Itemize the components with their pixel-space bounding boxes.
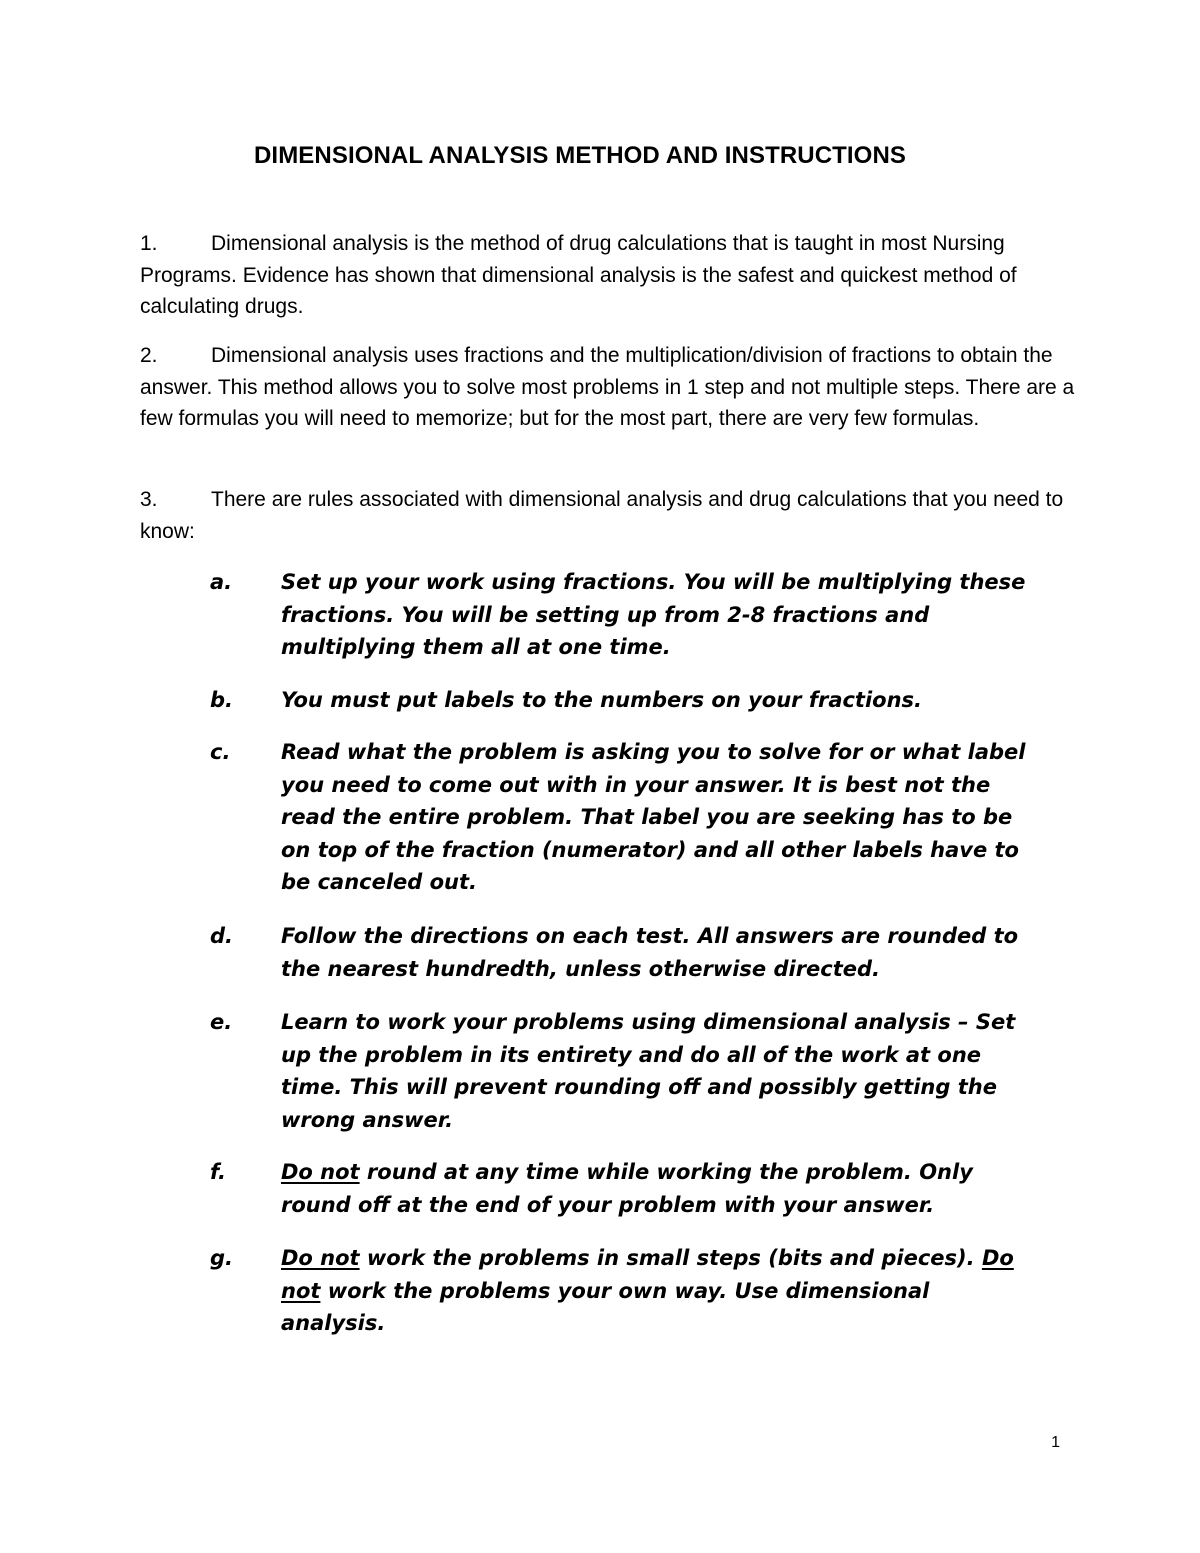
paragraph-number: 1.: [140, 232, 158, 255]
rule-text-body: work the problems in small steps (bits and pieces).: [359, 1246, 982, 1270]
rule-text: Follow the directions on each test. All answers are rounded to the nearest hundredth, unless otherwise directed.: [281, 924, 1019, 981]
rule-e: [210, 1006, 1040, 1136]
rule-a: [210, 566, 1040, 664]
rule-emphasis: Do not: [281, 1246, 1014, 1303]
rule-f: [210, 1156, 1040, 1221]
paragraph-text: There are rules associated with dimensional analysis and drug calculations that you need to know:: [140, 488, 1064, 543]
rule-text: Set up your work using fractions. You will be multiplying these fractions. You will be setting up from 2-8 fractions and multiplying them all at one time.: [281, 570, 1026, 659]
paragraph-2: [140, 340, 1080, 435]
rule-letter: f.: [210, 1160, 226, 1184]
rule-letter: a.: [210, 570, 233, 594]
paragraph-1: [140, 228, 1080, 323]
paragraph-text: Dimensional analysis uses fractions and the multiplication/division of fractions to obtain the answer. This method allows you to solve most problems in 1 step and not multiple steps. There are a few formulas you will need to memorize; but for the most part, there are very few formulas.: [140, 344, 1075, 430]
rule-text: You must put labels to the numbers on your fractions.: [281, 688, 923, 712]
document-title: DIMENSIONAL ANALYSIS METHOD AND INSTRUCTIONS: [254, 142, 906, 169]
rule-d: [210, 920, 1040, 985]
rule-letter: d.: [210, 924, 234, 948]
paragraph-3: [140, 484, 1080, 547]
rule-text: Read what the problem is asking you to solve for or what label you need to come out with in your answer. It is best not the read the entire problem. That label you are seeking has to be on top of the fraction (numerator) and all other labels have to be canceled out.: [281, 740, 1026, 894]
page-number: 1: [1051, 1434, 1060, 1451]
rule-emphasis: Do not: [281, 1160, 360, 1184]
paragraph-number: 3.: [140, 488, 158, 511]
rule-letter: b.: [210, 688, 234, 712]
rule-text: [281, 1242, 1040, 1340]
rule-emphasis: Do not: [281, 1246, 360, 1270]
rule-b: [210, 684, 1040, 717]
rule-text: Learn to work your problems using dimensional analysis – Set up the problem in its entirety and do all of the work at one time. This will prevent rounding off and possibly getting the wrong answer.: [281, 1010, 1016, 1132]
rule-text-body: work the problems your own way. Use dimensional analysis.: [281, 1278, 930, 1335]
rule-letter: e.: [210, 1010, 233, 1034]
rule-text-body: round at any time while working the problem. Only round off at the end of your problem with your answer.: [281, 1160, 973, 1217]
paragraph-text: Dimensional analysis is the method of drug calculations that is taught in most Nursing Programs. Evidence has shown that dimensional analysis is the safest and quickest method of calculating drugs.: [140, 232, 1017, 318]
rule-c: [210, 736, 1040, 899]
paragraph-number: 2.: [140, 344, 158, 367]
rule-letter: c.: [210, 740, 231, 764]
rule-text: [281, 1156, 1040, 1221]
rule-g: [210, 1242, 1040, 1340]
rule-letter: g.: [210, 1246, 234, 1270]
